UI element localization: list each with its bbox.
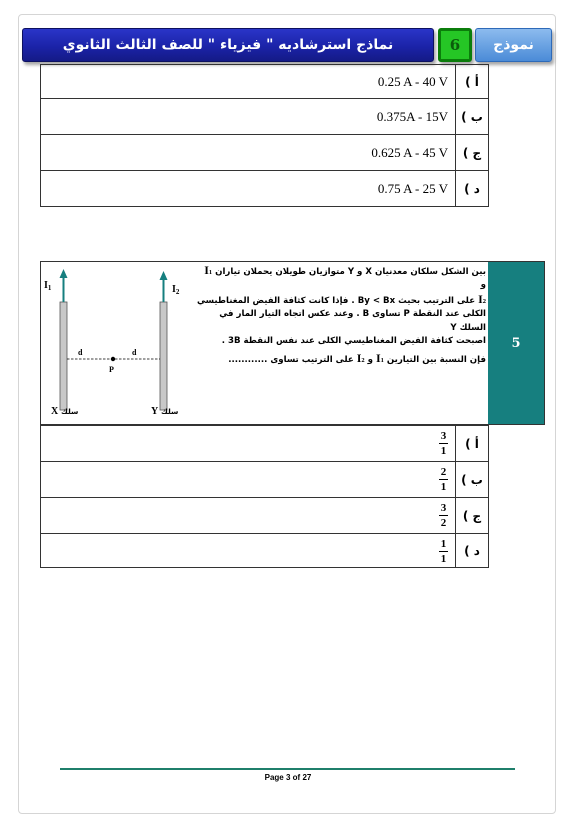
answer-row[interactable] <box>41 134 488 170</box>
q5-answers-table <box>40 425 489 568</box>
answer-key: ب ) <box>461 472 483 487</box>
answer-value: 0.75 A - 25 V <box>41 171 456 207</box>
question-text <box>196 264 486 368</box>
answer-row[interactable] <box>41 170 488 207</box>
footer-divider <box>60 768 515 770</box>
answer-key: ب ) <box>461 109 483 124</box>
answer-value: 0.625 A - 45 V <box>41 135 456 170</box>
wire-x-word: سلك <box>61 407 79 416</box>
header-title: نماذج استرشاديه " فيزياء " للصف الثالث الثانوي <box>22 28 434 62</box>
answer-row[interactable] <box>41 497 488 533</box>
wire-x-label: X <box>51 406 59 417</box>
distance-label-left: d <box>78 348 83 357</box>
answer-key: ج ) <box>462 508 482 523</box>
fraction: $\frac{1}{1}$ <box>440 537 447 565</box>
answer-row[interactable] <box>41 461 488 497</box>
wire-y-label: Y <box>151 406 159 417</box>
answer-row[interactable] <box>41 426 488 461</box>
answer-value: 0.375A - 15V <box>41 99 456 134</box>
question-line-4: اصبحت كثافة الفيض المغناطيسي الكلى عند نفس النقطة 3B . <box>221 336 486 347</box>
fraction: $\frac{3}{1}$ <box>440 430 447 457</box>
question-line-5: فإن النسبة بين التيارين I1 و I2 على الترتيب تساوى ............ <box>228 351 486 366</box>
answer-key: د ) <box>464 182 480 196</box>
distance-label-right: d <box>132 348 137 357</box>
arrowhead-right-icon <box>160 271 168 280</box>
point-p-label: P <box>109 365 114 374</box>
wires-diagram <box>41 262 191 424</box>
fraction: $\frac{2}{1}$ <box>440 466 447 493</box>
question-line-1: بين الشكل سلكان معدنيان X و Y متوازيان طويلان يحملان تياران I1 و <box>204 263 486 291</box>
answer-row[interactable] <box>41 533 488 568</box>
answer-key: د ) <box>464 544 480 558</box>
wire-y-word: سلك <box>161 407 179 416</box>
model-badge: نموذج <box>475 28 552 62</box>
answer-key: ج ) <box>462 145 482 160</box>
arrowhead-left-icon <box>60 269 68 278</box>
answer-value <box>41 498 456 533</box>
answer-value <box>41 462 456 497</box>
wires-figure <box>41 262 191 424</box>
page-indicator: Page 3 of 27 <box>264 773 312 782</box>
answer-value <box>41 426 456 461</box>
current-label-left: $I_1$ <box>44 280 52 292</box>
question-block <box>40 261 545 425</box>
wire-y <box>160 302 167 410</box>
wire-x <box>60 302 67 410</box>
answer-row[interactable] <box>41 65 488 98</box>
answer-key: أ ) <box>465 74 479 89</box>
answer-value <box>41 534 456 568</box>
page-header <box>22 26 552 64</box>
answer-value: 0.25 A - 40 V <box>41 65 456 98</box>
point-p-marker <box>111 357 115 361</box>
prev-answers-table <box>40 64 489 207</box>
question-number: 5 <box>488 262 544 424</box>
answer-key: أ ) <box>465 436 479 451</box>
model-number: 6 <box>438 28 472 62</box>
answer-row[interactable] <box>41 98 488 134</box>
question-line-2: I2 على الترتيب بحيث By < Bx . فإذا كانت كثافة الفيض المغناطيسي <box>196 291 486 306</box>
fraction: $\frac{3}{2}$ <box>440 502 447 529</box>
current-label-right: $I_2$ <box>172 284 180 296</box>
question-line-3: الكلى عند النقطة P تساوى B . وعند عكس اتجاه التيار المار في السلك Y <box>219 309 486 333</box>
